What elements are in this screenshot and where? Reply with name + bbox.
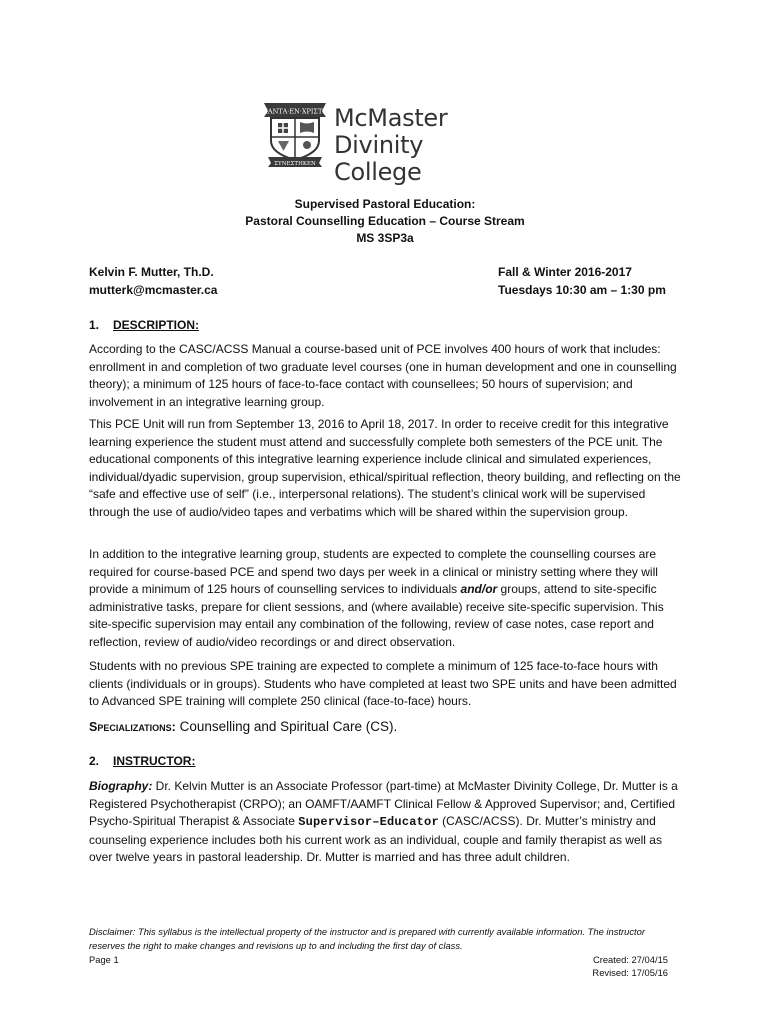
college-name-line2: College [334, 158, 422, 186]
section-title: INSTRUCTOR: [113, 754, 196, 768]
page-number: Page 1 [89, 954, 119, 965]
description-paragraph-1: According to the CASC/ACSS Manual a course-based unit of PCE involves 400 hours of work that includes: enrollment in and completion of two graduate level courses (one in human development and one in counselling theory); a minimum of 125 hours of face-to-face contact with counsellees; 50 hours of supervision; and involvement in an integrative learning group. [89, 342, 677, 409]
p3-text-before: In addition to the integrative learning group, students are expected to complete the counselling courses are required for course-based PCE and spend two days per week in a clinical or ministry setting where they will provide a minimum of 125 hours of counselling services to individuals [89, 547, 658, 597]
revised-date: Revised: 17/05/16 [592, 967, 668, 978]
biography-label: Biography: [89, 779, 153, 793]
college-name-line1: McMaster Divinity [334, 104, 448, 159]
college-logo [262, 97, 522, 186]
course-term: Fall & Winter 2016-2017 [498, 265, 632, 279]
crest-icon [262, 97, 328, 167]
bio-text-before: Dr. Kelvin Mutter is an Associate Professor (part-time) at McMaster Divinity College, Dr. Mutter is a Registered Psychotherapist (CRPO); an OAMFT/AAMFT Clinical Fellow & Approved Supervisor; and, Certified Psycho-Spiritual Therapist & Associate [89, 779, 678, 829]
course-title-line2: Pastoral Counselling Education – Course Stream [245, 214, 525, 228]
course-title-line1: Supervised Pastoral Education: [294, 197, 476, 211]
crest-motto-bottom: ΣΥΝΕΣΤΗΚΕΝ [274, 161, 316, 167]
disclaimer: Disclaimer: This syllabus is the intellectual property of the instructor and is prepared with currently available information. The instructor reserves the right to make changes and revisions up to and including the first day of class. [89, 926, 645, 951]
biography-paragraph [89, 778, 687, 867]
course-time: Tuesdays 10:30 am – 1:30 pm [498, 283, 666, 297]
college-name [334, 105, 522, 186]
section-title: DESCRIPTION: [113, 318, 200, 332]
p3-emphasis: and/or [460, 582, 498, 597]
description-paragraph-2: This PCE Unit will run from September 13, 2016 to April 18, 2017. In order to receive credit for this integrative learning experience the student must attend and successfully complete both semesters of the PCE unit. The educational components of this integrative learning experience include clinical and simulated experiences, individual/dyadic supervision, group supervision, ethical/spiritual reflection, theory building, and reflecting on the “safe and effective use of self” (i.e., interpersonal relations). The student’s clinical work will be supervised through the use of audio/video tapes and verbatims which will be shared within the supervision group. [89, 417, 681, 519]
instructor-name: Kelvin F. Mutter, Th.D. [89, 265, 214, 279]
course-code: MS 3SP3a [356, 231, 414, 245]
instructor-email[interactable]: mutterk@mcmaster.ca [89, 283, 218, 297]
section-number: 1. [89, 318, 100, 332]
created-date: Created: 27/04/15 [592, 954, 668, 965]
p3-text-after: groups, attend to site-specific administrative tasks, prepare for client sessions, and (where available) receive site-specific supervision. This site-specific supervision may entail any combination of the following, review of case notes, case report and reflection, review of audio/video recordings or and direct observation. [89, 582, 664, 649]
section-number: 2. [89, 754, 100, 768]
specializations-value: Counselling and Spiritual Care (CS). [175, 719, 398, 734]
bio-text-after: (CASC/ACSS). Dr. Mutter’s ministry and counseling experience includes both his current work as an individual, couple and family therapist as well as over twelve years in pastoral leadership. Dr. Mutter is married and has three adult children. [89, 814, 662, 865]
section-description-heading [89, 318, 199, 332]
specializations-label: Specializations: [89, 720, 176, 734]
description-paragraph-3 [89, 546, 687, 652]
specializations [89, 719, 397, 734]
description-paragraph-4: Students with no previous SPE training are expected to complete a minimum of 125 face-to-face hours with clients (individuals or in groups). Students who have completed at least two SPE units and have been admitted to Advanced SPE training will complete 250 clinical (face-to-face) hours. [89, 659, 677, 709]
section-instructor-heading [89, 754, 195, 768]
crest-motto-top: ΠΑΝΤΑ·ΕΝ·ΧΡΙΣΤΩ [262, 107, 328, 116]
bio-emphasis: Supervisor–Educator [298, 815, 439, 830]
